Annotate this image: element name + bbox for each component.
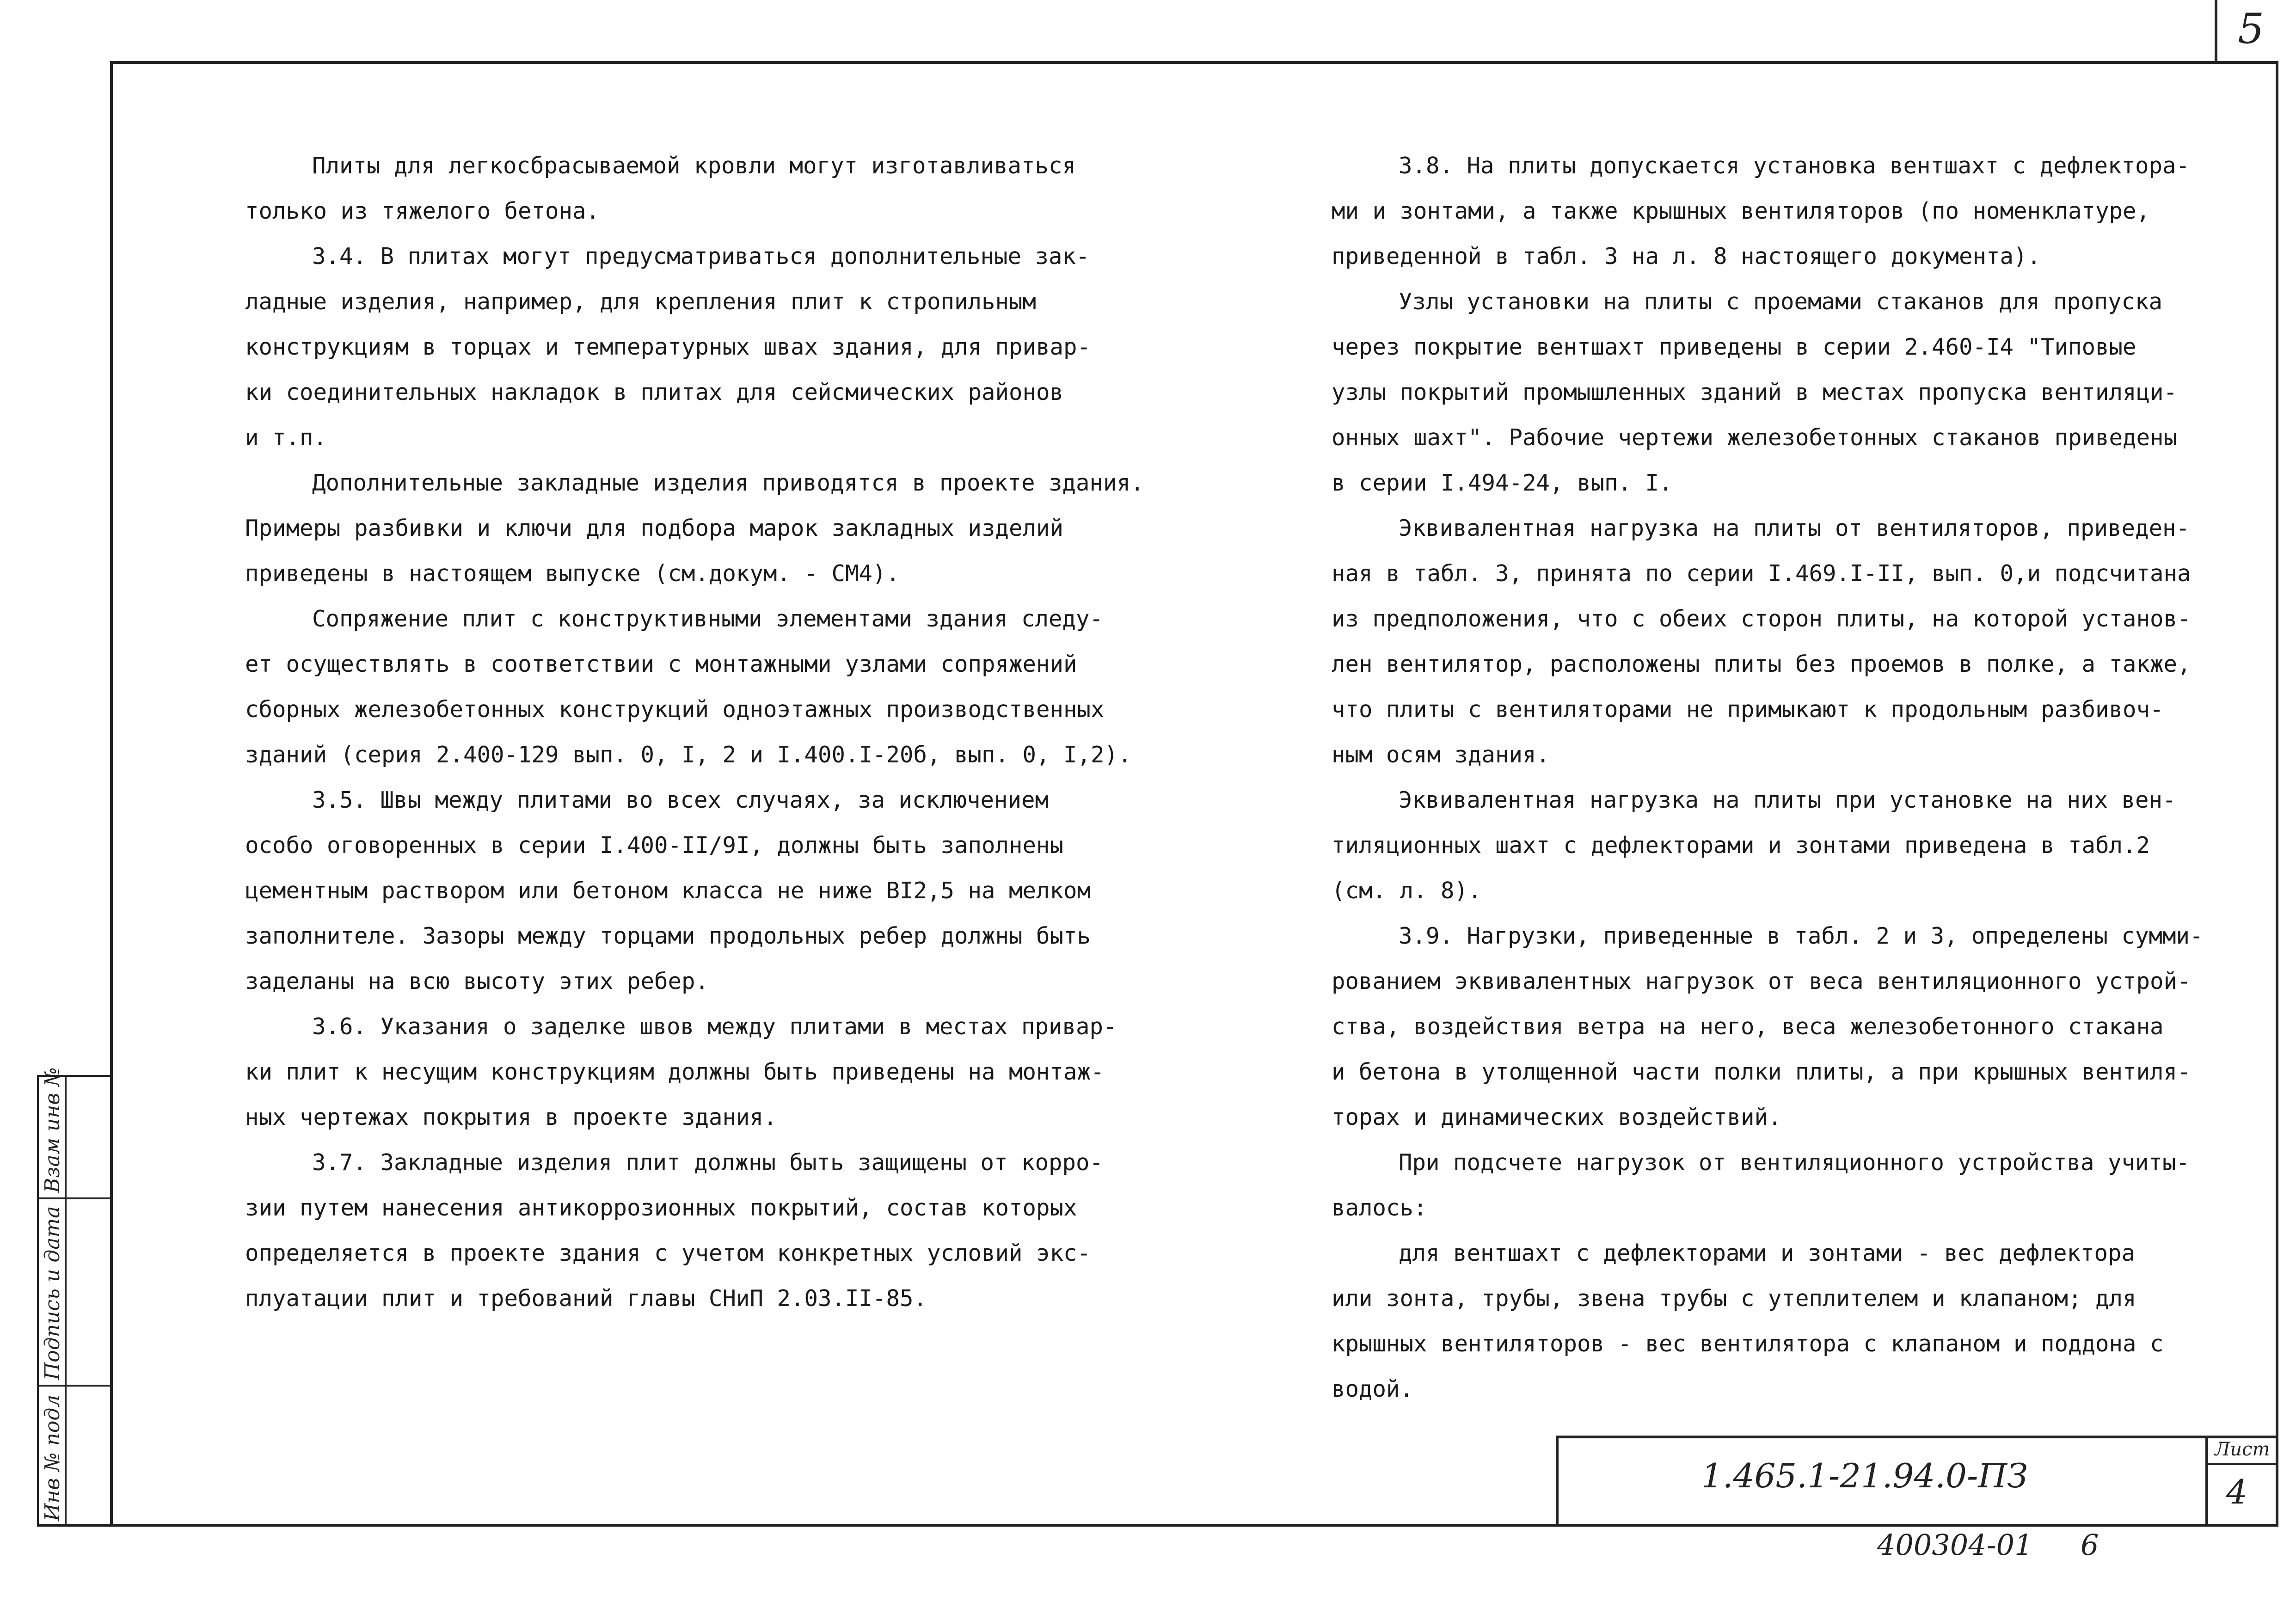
text-line: в серии I.494-24, вып. I. xyxy=(1332,470,1673,496)
side-stamp-outer-left xyxy=(37,1075,39,1527)
text-line: зии путем нанесения антикоррозионных покрытий, состав которых xyxy=(245,1195,1077,1221)
text-line: Эквивалентная нагрузка на плиты при установке на них вен- xyxy=(1399,787,2176,813)
archive-number: 400304-01 xyxy=(1877,1528,2033,1562)
archive-page: 6 xyxy=(2081,1528,2099,1562)
text-line: валось: xyxy=(1332,1195,1427,1221)
text-line: приведенной в табл. 3 на л. 8 настоящего документа). xyxy=(1332,243,2041,270)
text-line: Узлы установки на плиты с проемами стаканов для пропуска xyxy=(1399,288,2163,315)
title-block-left xyxy=(1556,1436,1559,1527)
text-line: Эквивалентная нагрузка на плиты от вентиляторов, приведен- xyxy=(1399,515,2190,541)
text-line: приведены в настоящем выпуске (см.докум. - СМ4). xyxy=(245,560,900,587)
text-line: для вентшахт с дефлекторами и зонтами - вес дефлектора xyxy=(1399,1240,2136,1266)
text-line: только из тяжелого бетона. xyxy=(245,198,600,224)
text-line: водой. xyxy=(1332,1376,1414,1402)
text-line: зданий (серия 2.400-129 вып. 0, I, 2 и I.400.I-20б, вып. 0, I,2). xyxy=(245,742,1132,768)
text-line: 3.5. Швы между плитами во всех случаях, за исключением xyxy=(312,787,1049,813)
text-line: Плиты для легкосбрасываемой кровли могут изготавливаться xyxy=(312,153,1076,179)
text-line: Примеры разбивки и ключи для подбора марок закладных изделий xyxy=(245,515,1064,541)
side-stamp-div1 xyxy=(37,1197,113,1199)
text-line: ки плит к несущим конструкциям должны быть приведены на монтаж- xyxy=(245,1059,1105,1085)
frame-left xyxy=(110,61,113,1527)
text-line: ки соединительных накладок в плитах для сейсмических районов xyxy=(245,379,1064,405)
text-line: 3.8. На плиты допускается установка вентшахт с дефлектора- xyxy=(1399,153,2190,179)
text-line: и т.п. xyxy=(245,424,327,451)
text-line: рованием эквивалентных нагрузок от веса вентиляционного устрой- xyxy=(1332,968,2191,994)
doc-code: 1.465.1-21.94.0-ПЗ xyxy=(1701,1456,2028,1495)
text-line: 3.4. В плитах могут предусматриваться дополнительные зак- xyxy=(312,243,1090,270)
text-line: ладные изделия, например, для крепления плит к стропильным xyxy=(245,288,1037,315)
text-line: заделаны на всю высоту этих ребер. xyxy=(245,968,709,994)
sheet-number: 4 xyxy=(2226,1473,2247,1511)
title-block-top xyxy=(1556,1436,2278,1438)
text-line: 3.7. Закладные изделия плит должны быть защищены от корро- xyxy=(312,1149,1104,1176)
text-line: торах и динамических воздействий. xyxy=(1332,1104,1782,1130)
side-stamp-div2 xyxy=(37,1385,113,1387)
text-line: (см. л. 8). xyxy=(1332,878,1482,904)
text-line: Сопряжение плит с конструктивными элементами здания следу- xyxy=(312,606,1104,632)
text-line: Дополнительные закладные изделия приводятся в проекте здания. xyxy=(312,470,1144,496)
text-line: плуатации плит и требований главы СНиП 2.03.II-85. xyxy=(245,1285,927,1312)
text-line: ет осуществлять в соответствии с монтажными узлами сопряжений xyxy=(245,651,1077,677)
text-line: и бетона в утолщенной части полки плиты, а при крышных вентиля- xyxy=(1332,1059,2191,1085)
text-line: ми и зонтами, а также крышных вентиляторов (по номенклатуре, xyxy=(1332,198,2150,224)
text-line: конструкциям в торцах и температурных швах здания, для привар- xyxy=(245,334,1091,360)
text-line: из предположения, что с обеих сторон плиты, на которой установ- xyxy=(1332,606,2191,632)
text-line: ным осям здания. xyxy=(1332,742,1550,768)
text-line: определяется в проекте здания с учетом конкретных условий экс- xyxy=(245,1240,1091,1266)
side-stamp-sign-date: Подпись и дата xyxy=(41,1206,64,1380)
text-line: цементным раствором или бетоном класса не ниже BI2,5 на мелком xyxy=(245,878,1091,904)
text-line: ства, воздействия ветра на него, веса железобетонного стакана xyxy=(1332,1013,2164,1040)
text-line: ная в табл. 3, принята по серии I.469.I-II, вып. 0,и подсчитана xyxy=(1332,560,2191,587)
text-line: через покрытие вентшахт приведены в серии 2.460-I4 "Типовые xyxy=(1332,334,2136,360)
sheet-label: Лист xyxy=(2215,1439,2270,1460)
frame-right xyxy=(2276,61,2278,1527)
text-line: особо оговоренных в серии I.400-II/9I, должны быть заполнены xyxy=(245,832,1064,859)
page-number: 5 xyxy=(2238,5,2265,53)
text-line: При подсчете нагрузок от вентиляционного устройства учиты- xyxy=(1399,1149,2190,1176)
text-line: или зонта, трубы, звена трубы с утеплителем и клапаном; для xyxy=(1332,1285,2136,1312)
side-stamp-inv-podl: Инв № подл xyxy=(41,1394,64,1521)
text-line: узлы покрытий промышленных зданий в местах пропуска вентиляци- xyxy=(1332,379,2178,405)
text-line: онных шахт". Рабочие чертежи железобетонных стаканов приведены xyxy=(1332,424,2178,451)
text-line: 3.6. Указания о заделке швов между плитами в местах привар- xyxy=(312,1013,1117,1040)
frame-top xyxy=(110,61,2278,64)
text-line: что плиты с вентиляторами не примыкают к продольным разбивоч- xyxy=(1332,696,2164,723)
text-line: заполнителе. Зазоры между торцами продольных ребер должны быть xyxy=(245,923,1091,949)
title-block-sheet-divider xyxy=(2205,1436,2208,1527)
text-line: крышных вентиляторов - вес вентилятора с клапаном и поддона с xyxy=(1332,1331,2164,1357)
text-line: ных чертежах покрытия в проекте здания. xyxy=(245,1104,777,1130)
page-number-box-left xyxy=(2215,0,2217,62)
frame-bottom xyxy=(37,1524,2278,1527)
text-line: 3.9. Нагрузки, приведенные в табл. 2 и 3, определены сумми- xyxy=(1399,923,2204,949)
text-line: лен вентилятор, расположены плиты без проемов в полке, а также, xyxy=(1332,651,2191,677)
title-block-sheet-mid xyxy=(2205,1463,2278,1465)
text-line: сборных железобетонных конструкций одноэтажных производственных xyxy=(245,696,1105,723)
text-line: тиляционных шахт с дефлекторами и зонтами приведена в табл.2 xyxy=(1332,832,2150,859)
side-stamp-vzam-inv: Взам инв № xyxy=(41,1067,64,1193)
side-stamp-inner-left xyxy=(65,1075,67,1527)
